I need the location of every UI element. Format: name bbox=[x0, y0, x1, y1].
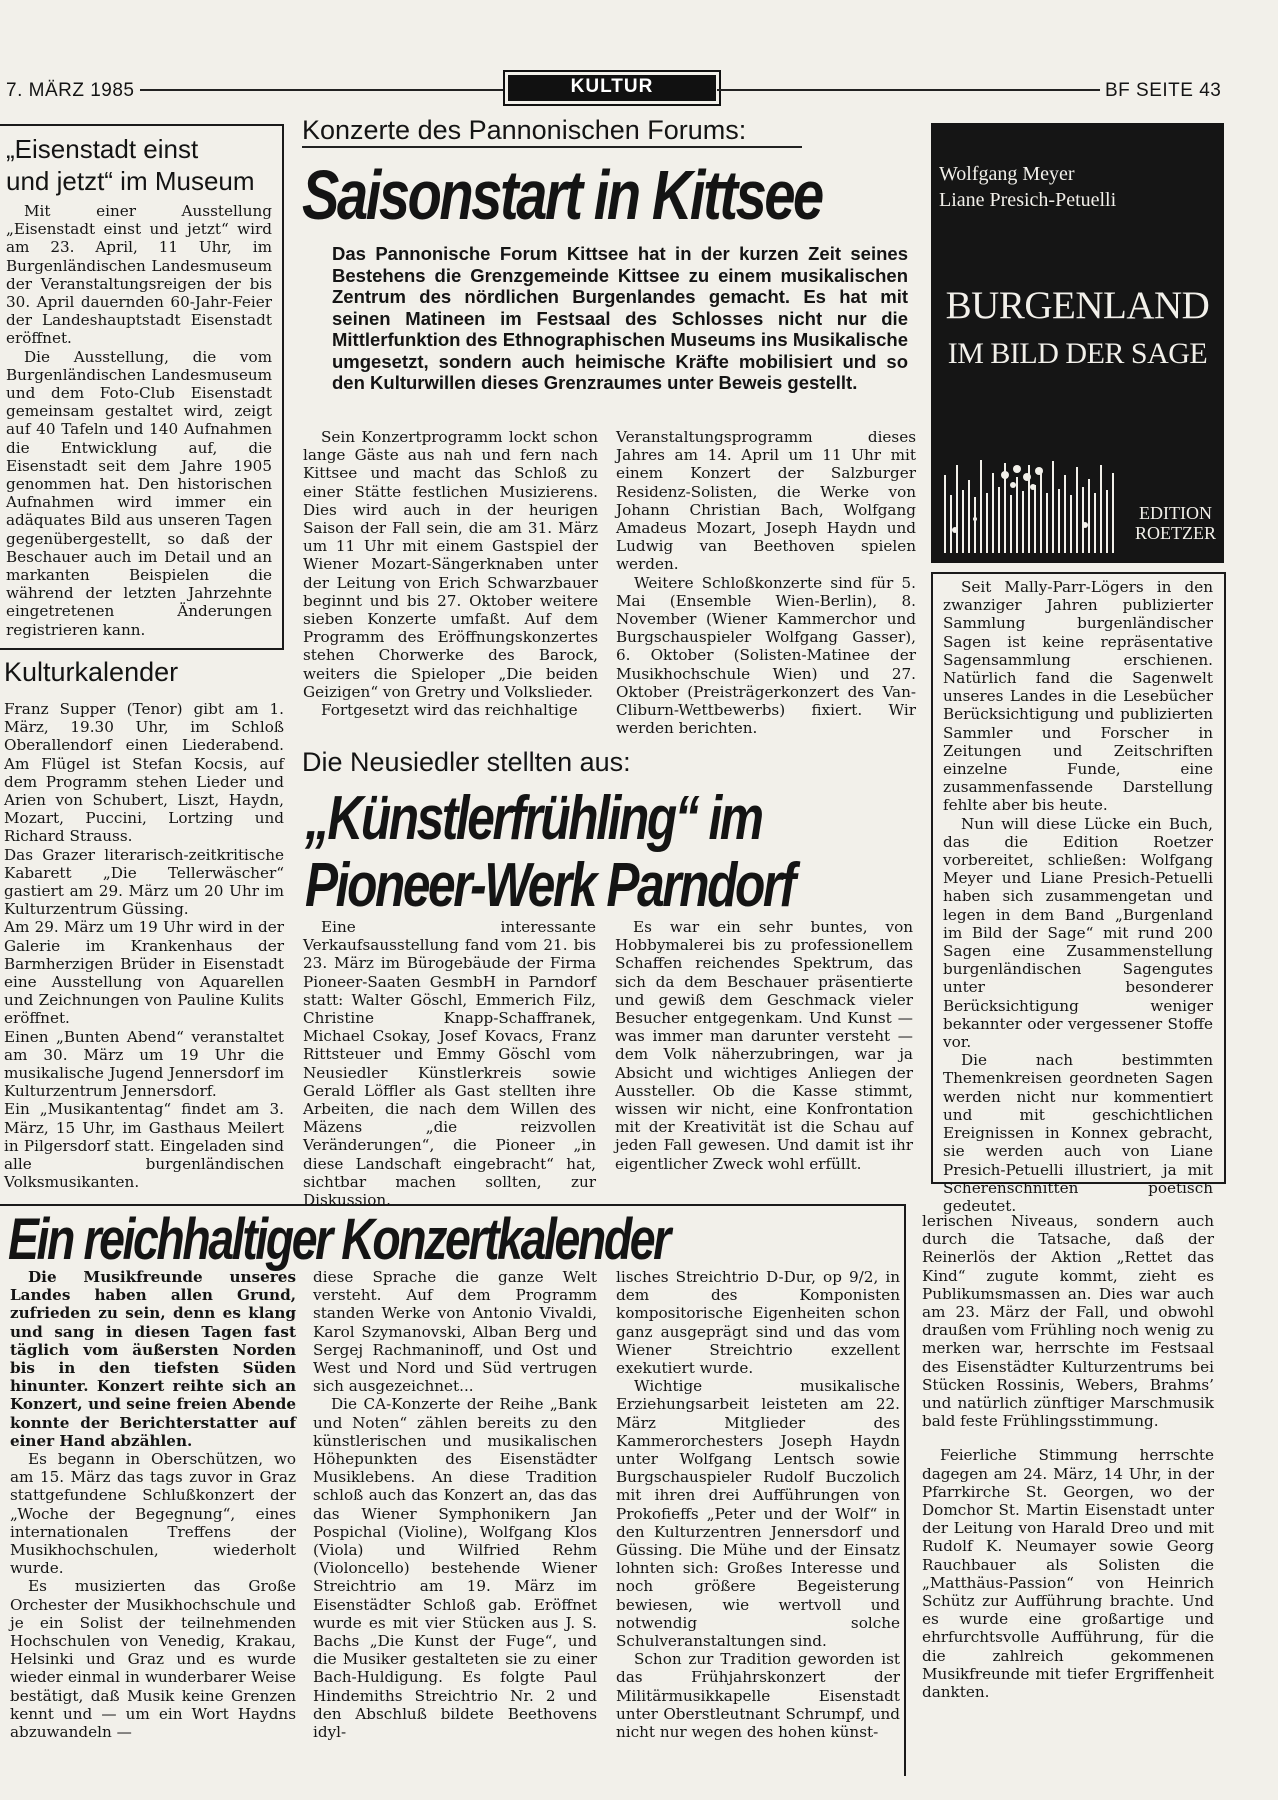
header-rule-left bbox=[140, 89, 503, 91]
book-author-2: Liane Presich-Petuelli bbox=[939, 189, 1117, 211]
kittsee-headline: Saisonstart in Kittsee bbox=[302, 156, 822, 234]
konzert-paragraph: Es musizierten das Große Orchester der Musikhochschule und je ein Solist der teilnehmenden Hochschulen von Venedig, Krakau, Helsinki und Graz und es wurde wieder einmal in wunderbarer Weise bestätigt, daß Musik keine Grenzen kennt und — um ein Wort Haydns abzuwandeln — bbox=[10, 1577, 296, 1742]
konzert-lead: Die Musikfreunde unseres Landes haben allen Grund, zufrieden zu sein, denn es klang und sang in diesen Tagen fast täglich vom äußersten Norden bis in den tiefsten Süden hinunter. Konzert reihte sich an Konzert, und seine freien Abende konnte der Berichterstatter auf einer Hand abzählen. bbox=[10, 1268, 296, 1450]
kalender-entry: Am 29. März um 19 Uhr wird in der Galerie im Krankenhaus der Barmherzigen Brüder in Eisenstadt eine Ausstellung von Aquarellen und Zeichnungen von Pauline Kulits eröffnet. bbox=[4, 918, 284, 1028]
museum-title-line1: „Eisenstadt einst bbox=[6, 134, 199, 164]
book-edition-1: EDITION bbox=[1139, 503, 1212, 523]
konzert-col3 bbox=[616, 1268, 900, 1741]
kalender-entry: Das Grazer literarisch-zeitkritische Kabarett „Die Tellerwäscher“ gastiert am 29. März um 20 Uhr im Kulturzentrum Güssing. bbox=[4, 845, 284, 919]
page-number: BF SEITE 43 bbox=[1105, 80, 1222, 101]
book-edition bbox=[1135, 503, 1216, 543]
parndorf-kicker: Die Neusiedler stellten aus: bbox=[302, 747, 631, 777]
section-label bbox=[503, 70, 721, 106]
parndorf-headline-1: „Künstlerfrühling“ im bbox=[305, 784, 762, 853]
book-author-1: Wolfgang Meyer bbox=[939, 163, 1075, 185]
konzert-col4 bbox=[922, 1212, 1214, 1701]
konzert-paragraph: diese Sprache die ganze Welt versteht. Auf dem Programm standen Werke von Antonio Vivaldi, Karol Szymanovski, Alban Berg und Sergej Rachmaninoff, und Ost und West und Nord und Süd vertrugen sich ausgezeichnet... bbox=[313, 1268, 597, 1396]
parndorf-col1 bbox=[303, 918, 596, 1209]
konzert-paragraph: lisches Streichtrio D-Dur, op 9/2, in dem des Komponisten kompositorische Eigenheiten schon ganz ausgeprägt sind und das vom Wiener Streichtrio exzellent exekutiert wurde. bbox=[616, 1268, 900, 1378]
museum-paragraph: Mit einer Ausstellung „Eisenstadt einst und jetzt“ wird am 23. April, 11 Uhr, im Burgenländischen Landesmuseum der Veranstaltungsreigen der bis 30. April dauernden 60-Jahr-Feier der Landeshauptstadt Eisenstadt eröffnet. bbox=[6, 202, 272, 348]
konzert-paragraph: Die CA-Konzerte der Reihe „Bank und Noten“ zählen bereits zu den künstlerischen und musikalischen Höhepunkten des Eisenstädter Musiklebens. An diese Tradition schloß auch das Konzert an, das das das Wiener Symphonikern Jan Pospichal (Violine), Wolfgang Klos (Viola) und Wilfried Rehm (Violoncello) bestehende Wiener Streichtrio am 19. März im Eisenstädter Schloß gab. Eröffnet wurde es mit vier Stücken aus J. S. Bachs „Die Kunst der Fuge“, und die Musiker gestalteten sie zu einer Bach-Huldigung. Es folgte Paul Hindemiths Streichtrio Nr. 2 und den Abschluß bildete Beethovens idyl- bbox=[313, 1395, 597, 1742]
konzert-paragraph: lerischen Niveaus, sondern auch durch die Tatsache, daß der Reinerlös der Aktion „Rettet das Kind“ zugute kommt, zieht es Publikumsmassen an. Dies war auch am 23. März der Fall, und obwohl draußen vom Frühling noch wenig zu merken war, herrschte im Festsaal des Eisenstädter Kulturzentrums bei Stücken Rossinis, Webers, Brahms’ und natürlich zünftiger Marschmusik bald feste Frühlingsstimmung. bbox=[922, 1212, 1214, 1431]
parndorf-headline-2: Pioneer-Werk Parndorf bbox=[305, 851, 794, 920]
sage-text bbox=[943, 578, 1213, 1215]
kittsee-col1 bbox=[303, 428, 598, 719]
kittsee-paragraph: Veranstaltungsprogramm dieses Jahres am 14. April um 11 Uhr mit einem Konzert der Salzburger Residenz-Solisten, die Werke von Johann Christian Bach, Wolfgang Amadeus Mozart, Joseph Haydn und Ludwig van Beethoven spielen werden. bbox=[616, 428, 916, 574]
konzert-paragraph: Schon zur Tradition geworden ist das Frühjahrskonzert der Militärmusikkapelle Eisenstadt unter Oberstleutnant Schrumpf, und nicht nur wegen des hohen künst- bbox=[616, 1650, 900, 1742]
museum-paragraph: Die Ausstellung, die vom Burgenländischen Landesmuseum und dem Foto-Club Eisenstadt gemeinsam gestaltet wird, zeigt auf 40 Tafeln und 140 Aufnahmen die Entwicklung auf, die Eisenstadt seit dem Jahre 1905 genommen hat. Den historischen Aufnahmen wird immer ein adäquates Bild aus unseren Tagen gegenübergestellt, so daß der Beschauer auch im Detail und an markanten Beispielen die während der letzten Jahrzehnte eingetretenen Änderungen registrieren kann. bbox=[6, 347, 272, 639]
book-edition-2: ROETZER bbox=[1135, 523, 1216, 543]
parndorf-paragraph: Eine interessante Verkaufsausstellung fand vom 21. bis 23. März im Bürogebäude der Firma Pioneer-Saaten GesmbH in Parndorf statt: Walter Göschl, Emmerich Filz, Christine Knapp-Schaffranek, Michael Csokay, Josef Kovacs, Franz Rittsteuer und Emmy Göschl vom Neusiedler Künstlerkreis sowie Gerald Löffler als Gast stellten ihre Arbeiten, die nach dem Willen des Mäzens „die reizvollen Veränderungen“, die Pioneer „in diese Landschaft eingebracht“ hat, sichtbar machen sollten, zur Diskussion. bbox=[303, 918, 596, 1210]
konzert-paragraph: Feierliche Stimmung herrschte dagegen am 24. März, 14 Uhr, in der Pfarrkirche St. Georgen, wo der Domchor St. Martin Eisenstadt unter der Leitung von Harald Dreo und mit Rudolf K. Neumayer sowie Georg Rauchbauer als Solisten die „Matthäus-Passion“ von Heinrich Schütz zur Aufführung brachte. Und es wurde eine großartige und ehrfurchtsvolle Aufführung, für die die zahlreich gekommenen Musikfreunde mit tiefer Ergriffenheit dankten. bbox=[922, 1446, 1214, 1702]
kittsee-paragraph: Sein Konzertprogramm lockt schon lange Gäste aus nah und fern nach Kittsee und macht das Schloß zu einer Stätte festlichen Musizierens. Dies wird auch in der heurigen Saison der Fall sein, die am 31. März um 11 Uhr mit einem Gastspiel der Wiener Mozart-Sängerknaben unter der Leitung von Erich Schwarzbauer beginnt und bis 27. Oktober weitere sieben Konzerte umfaßt. Auf dem Programm des Eröffnungskonzertes stehen Chorwerke des Barock, weiters die Spieloper „Die beiden Geizigen“ von Gretry und Volkslieder. bbox=[303, 428, 598, 701]
kittsee-col2 bbox=[616, 428, 916, 737]
kittsee-paragraph: Weitere Schloßkonzerte sind für 5. Mai (Ensemble Wien-Berlin), 8. November (Wiener Kammerchor und Burgschauspieler Wolfgang Gasser), 6. Oktober (Solisten-Matinee der Musikhochschule Wien) und 27. Oktober (Preisträgerkonzert des Van-Cliburn-Wettbewerbs) fixiert. Wir werden berichten. bbox=[616, 573, 916, 738]
kalender-title: Kulturkalender bbox=[4, 657, 179, 687]
sage-paragraph: Nun will diese Lücke ein Buch, das die Edition Roetzer vorbereitet, schließen: Wolfgang Meyer und Liane Presich-Petuelli haben sich zusammengetan und legen in dem Band „Burgenland im Bild der Sage“ mit rund 200 Sagen eine Zusammenstellung burgenländischen Sagengutes unter besonderer Berücksichtigung weniger bekannter oder vergessener Stoffe vor. bbox=[943, 814, 1213, 1052]
kalender-text bbox=[4, 700, 284, 1191]
konzert-col2 bbox=[313, 1268, 597, 1741]
kalender-entry: Ein „Musikantentag“ findet am 3. März, 15 Uhr, im Gasthaus Meilert in Pilgersdorf statt. Eingeladen sind alle burgenländischen Volksmusikanten. bbox=[4, 1100, 284, 1192]
konzert-paragraph: Es begann in Oberschützen, wo am 15. März das tags zuvor in Graz stattgefundene Schlußkonzert der „Woche der Begegnung“, eines internationalen Treffens der Musikhochschulen, wiederholt wurde. bbox=[10, 1450, 296, 1578]
museum-text bbox=[6, 202, 272, 639]
book-title-2: IM BILD DER SAGE bbox=[947, 337, 1208, 370]
kalender-entry: Einen „Bunten Abend“ veranstaltet am 30. März um 19 Uhr die musikalische Jugend Jennersdorf im Kulturzentrum Jennersdorf. bbox=[4, 1027, 284, 1101]
kittsee-kicker: Konzerte des Pannonischen Forums: bbox=[302, 115, 747, 145]
sage-paragraph: Die nach bestimmten Themenkreisen geordneten Sagen werden nicht nur kommentiert und mit geschichtlichen Ereignissen in Konnex gebracht, sie werden auch von Liane Presich-Petuelli illustriert, ja mit Scherenschnitten poetisch gedeutet. bbox=[943, 1051, 1213, 1215]
book-cover bbox=[931, 123, 1224, 563]
parndorf-col2 bbox=[615, 918, 913, 1173]
kalender-entry: Franz Supper (Tenor) gibt am 1. März, 19.30 Uhr, im Schloß Oberallendorf einen Liederabend. Am Flügel ist Stefan Kocsis, auf dem Programm stehen Lieder und Arien von Schubert, Liszt, Haydn, Mozart, Puccini, Lortzing und Richard Strauss. bbox=[4, 700, 284, 846]
kittsee-lead: Das Pannonische Forum Kittsee hat in der kurzen Zeit seines Bestehens die Grenzgemeinde Kittsee zu einem musikalischen Zentrum des nördlichen Burgenlandes gemacht. Es hat mit seinen Matineen im Festsaal des Schlosses nicht nur die Mittlerfunktion des Ethnographischen Museums ins Musikalische umgesetzt, sondern auch heimische Kräfte mobilisiert und so den Kulturwillen dieses Grenzraumes unter Beweis gestellt. bbox=[332, 243, 908, 393]
section-label-text: KULTUR bbox=[570, 76, 654, 97]
kicker-rule bbox=[302, 146, 802, 148]
book-title-1: BURGENLAND bbox=[945, 284, 1210, 327]
konzert-col1 bbox=[10, 1268, 296, 1741]
sage-paragraph: Seit Mally-Parr-Lögers in den zwanziger Jahren publizierter Sammlung burgenländischer Sagen ist keine repräsentative Sagensammlung erschienen. Natürlich fand die Sagenwelt unseres Landes in die Lesebücher Berücksichtigung und publizierten Sammler und Forscher in Zeitungen und Zeitschriften einzelne Funde, eine zusammenfassende Darstellung fehlte aber bis heute. bbox=[943, 578, 1213, 815]
kittsee-paragraph: Fortgesetzt wird das reichhaltige bbox=[321, 701, 578, 720]
konzert-headline: Ein reichhaltiger Konzertkalender bbox=[8, 1207, 669, 1272]
parndorf-paragraph: Es war ein sehr buntes, von Hobbymalerei bis zu professionellem Schaffen reichendes Spektrum, das sich da dem Beschauer präsentierte und gewiß dem Geschmack vieler Besucher entgegenkam. Und Kunst — was immer man darunter versteht — dem Volk näherzubringen, war ja Absicht und wichtiges Anliegen der Aussteller. Ob die Kasse stimmt, wissen wir nicht, eine Konfrontation mit der Kreativität ist die Schau auf jeden Fall gewesen. Und damit ist ihr eigentlicher Zweck wohl erfüllt. bbox=[615, 918, 913, 1173]
konzert-paragraph: Wichtige musikalische Erziehungsarbeit leisteten am 22. März Mitglieder des Kammerorchesters Joseph Haydn unter Wolfgang Lentsch sowie Burgschauspieler Rudolf Buczolich mit ihren drei Aufführungen von Prokofieffs „Peter und der Wolf“ in den Kulturzentren Jennersdorf und Güssing. Die Mühe und der Einsatz lohnten sich: Großes Interesse und noch größere Begeisterung bewiesen, wie wertvoll und notwendig solche Schulveranstaltungen sind. bbox=[616, 1377, 900, 1651]
header-rule-right bbox=[717, 89, 1100, 91]
museum-title bbox=[6, 133, 276, 197]
museum-title-line2: und jetzt“ im Museum bbox=[6, 166, 255, 196]
scherenschnitt-illustration bbox=[935, 435, 1125, 555]
issue-date: 7. MÄRZ 1985 bbox=[6, 80, 135, 101]
